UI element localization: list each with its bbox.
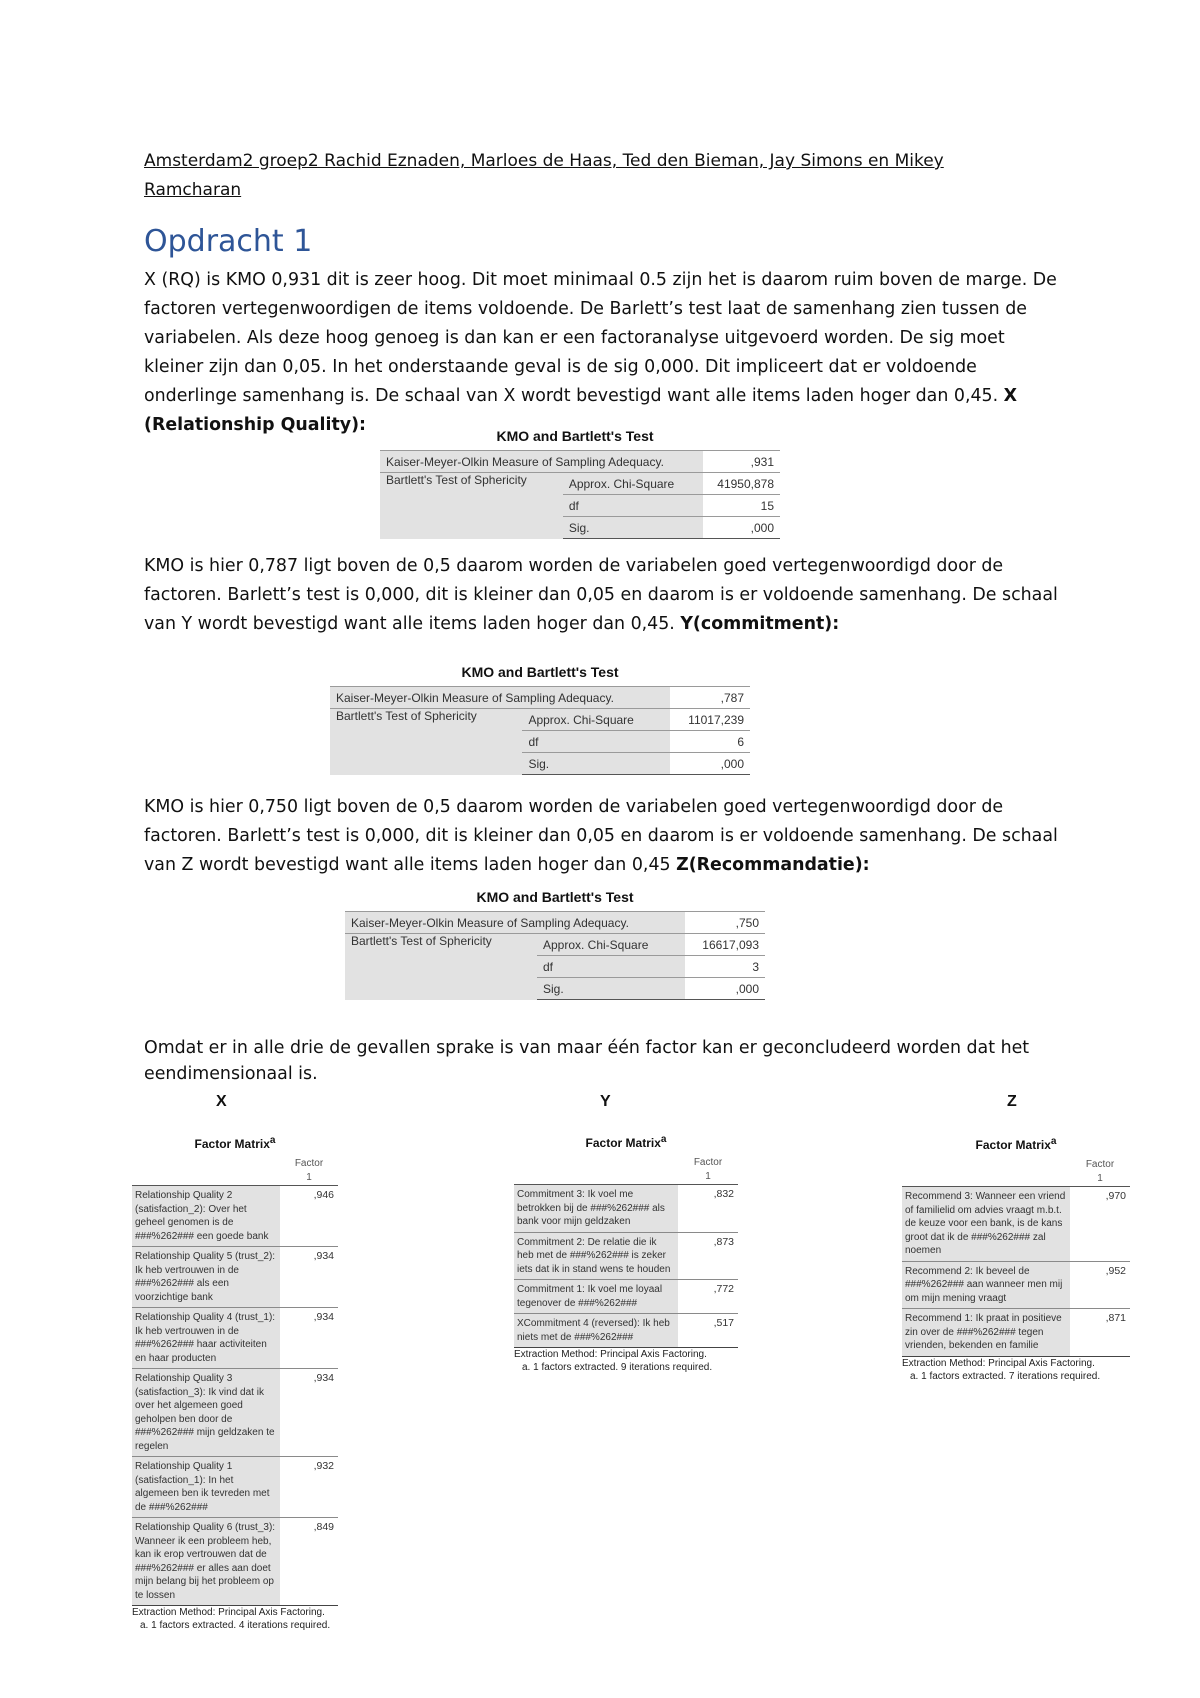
table-row [132,1457,338,1518]
row-value: ,970 [1105,1190,1126,1202]
df-label: df [563,495,703,517]
factor-matrix-title [514,1134,738,1150]
sig-value: ,000 [685,978,766,1000]
paragraph-x-text: X (RQ) is KMO 0,931 dit is zeer hoog. Dit moet minimaal 0.5 zijn het is daarom ruim boven de marge. De factoren vertegenwoordigen de items voldoende. De Barlett’s test laat de samenhang zien tussen de variabelen. Als deze hoog genoeg is dan kan er een factoranalyse uitgevoerd worden. De sig moet kleiner zijn dan 0,05. In het onderstaande geval is de sig 0,000. Dit impliceert dat er voldoende onderlinge samenhang is. De schaal van X wordt bevestigd want alle items laden hoger dan 0,45. [144,270,1057,406]
row-label: Recommend 1: Ik praat in positieve zin over de ###%262### tegen vrienden, bekenden en familie [902,1309,1070,1356]
row-value: ,849 [313,1521,334,1533]
bartlett-label: Bartlett's Test of Sphericity [345,934,537,1000]
chi-label: Approx. Chi-Square [522,709,670,731]
extraction-method-note: Extraction Method: Principal Axis Factoring. [132,1607,325,1618]
paragraph-y-bold: Y(commitment): [680,614,840,634]
bartlett-label: Bartlett's Test of Sphericity [330,709,522,775]
factor-matrix-title-text: Factor Matrix [194,1137,270,1151]
row-value: ,772 [713,1283,734,1295]
label-y: Y [600,1093,611,1110]
chi-value: 11017,239 [670,709,750,731]
row-value: ,517 [713,1317,734,1329]
row-value: ,934 [313,1250,334,1262]
factor-rows-x [132,1185,338,1606]
row-label: Relationship Quality 1 (satisfaction_1): In het algemeen ben ik tevreden met de ###%262### [132,1457,280,1517]
row-label: Commitment 3: Ik voel me betrokken bij de ###%262### als bank voor mijn geldzaken [514,1185,678,1232]
sig-value: ,000 [670,753,750,775]
chi-label: Approx. Chi-Square [537,934,685,956]
row-value: ,932 [313,1460,334,1472]
paragraph-z-text: KMO is hier 0,750 ligt boven de 0,5 daarom worden de variabelen goed vertegenwoordigd door de factoren. Barlett’s test is 0,000, dit is kleiner dan 0,05 en daarom is er voldoende samenhang. De schaal van Z wordt bevestigd want alle items laden hoger dan 0,45 [144,797,1058,875]
kmo-table-y [330,664,750,775]
df-value: 15 [703,495,780,517]
row-label: Relationship Quality 5 (trust_2): Ik heb vertrouwen in de ###%262### als een voorzichtige bank [132,1247,280,1307]
factor-matrix-y [514,1134,738,1374]
factor-matrix-sup: a [269,1135,276,1146]
chi-label: Approx. Chi-Square [563,473,703,495]
row-value: ,946 [313,1189,334,1201]
extraction-method-note: Extraction Method: Principal Axis Factoring. [902,1357,1095,1369]
page-title: Opdracht 1 [144,224,313,259]
label-x: X [216,1093,227,1110]
kmo-table-title: KMO and Bartlett's Test [476,889,634,905]
table-row [902,1309,1130,1357]
row-label: Relationship Quality 6 (trust_3): Wanneer ik een probleem heb, kan ik erop vertrouwen dat de ###%262### er alles aan doet mijn belang bij het probleem op te lossen [132,1518,280,1605]
kmo-value: ,750 [685,912,766,934]
table-row [514,1233,738,1281]
factor-matrix-sup: a [660,1134,667,1145]
df-label: df [522,731,670,753]
extraction-method-note: Extraction Method: Principal Axis Factoring. [514,1349,707,1360]
factor-matrix-title-text: Factor Matrix [975,1138,1051,1152]
iterations-note: a. 1 factors extracted. 7 iterations required. [910,1370,1101,1382]
table-row [514,1185,738,1233]
table-row [514,1280,738,1314]
row-label: XCommitment 4 (reversed): Ik heb niets met de ###%262### [514,1314,678,1347]
factor-header: Factor [294,1158,324,1169]
bartlett-label: Bartlett's Test of Sphericity [380,473,563,539]
factor-header: Factor [693,1157,723,1168]
document-header: Amsterdam2 groep2 Rachid Eznaden, Marloes de Haas, Ted den Bieman, Jay Simons en Mikey Ramcharan [144,151,944,200]
factor-matrix-x [132,1135,338,1632]
row-label: Relationship Quality 2 (satisfaction_2): Over het geheel genomen is de ###%262### een goede bank [132,1186,280,1246]
row-value: ,952 [1105,1264,1126,1277]
label-z: Z [1007,1093,1017,1110]
df-label: df [537,956,685,978]
factor-number: 1 [705,1171,711,1182]
factor-matrix-sup: a [1050,1136,1057,1147]
factor-rows-z [902,1186,1130,1357]
table-row [902,1187,1130,1262]
kmo-table-title: KMO and Bartlett's Test [496,428,654,444]
table-row [132,1518,338,1606]
factor-matrix-title [902,1136,1130,1152]
row-label: Relationship Quality 3 (satisfaction_3): Ik vind dat ik over het algemeen goed geholpen ben door de ###%262### mijn geldzaken te regelen [132,1369,280,1456]
factor-number: 1 [1097,1173,1103,1184]
factor-matrix-z [902,1136,1130,1383]
row-value: ,934 [313,1372,334,1384]
row-label: Recommend 2: Ik beveel de ###%262### aan wanneer men mij om mijn mening vraagt [902,1262,1070,1309]
row-label: Relationship Quality 4 (trust_1): Ik heb vertrouwen in de ###%262### haar activiteiten en haar producten [132,1308,280,1368]
row-value: ,832 [713,1188,734,1200]
kmo-label: Kaiser-Meyer-Olkin Measure of Sampling Adequacy. [380,451,703,473]
sig-label: Sig. [563,517,703,539]
table-row [132,1369,338,1457]
row-label: Commitment 2: De relatie die ik heb met de ###%262### is zeker iets dat ik in stand wens te houden [514,1233,678,1280]
kmo-value: ,787 [670,687,750,709]
paragraph-conclusion: Omdat er in alle drie de gevallen sprake is van maar één factor kan er geconcludeerd worden dat het eendimensionaal is. [144,1038,1030,1084]
sig-label: Sig. [537,978,685,1000]
paragraph-x [144,266,1062,440]
sig-value: ,000 [703,517,780,539]
kmo-label: Kaiser-Meyer-Olkin Measure of Sampling Adequacy. [345,912,685,934]
factor-number: 1 [306,1172,312,1183]
row-label: Commitment 1: Ik voel me loyaal tegenover de ###%262### [514,1280,678,1313]
table-row [132,1247,338,1308]
iterations-note: a. 1 factors extracted. 9 iterations required. [522,1362,713,1373]
chi-value: 41950,878 [703,473,780,495]
paragraph-y-text: KMO is hier 0,787 ligt boven de 0,5 daarom worden de variabelen goed vertegenwoordigd door de factoren. Barlett’s test is 0,000, dit is kleiner dan 0,05 en daarom is er voldoende samenhang. De schaal van Y wordt bevestigd want alle items laden hoger dan 0,45. [144,556,1058,634]
row-value: ,934 [313,1311,334,1323]
df-value: 3 [685,956,766,978]
kmo-table-title: KMO and Bartlett's Test [461,664,619,680]
paragraph-x-bold: X (Relationship Quality): [144,386,1018,435]
row-value: ,873 [713,1235,734,1248]
kmo-label: Kaiser-Meyer-Olkin Measure of Sampling Adequacy. [330,687,670,709]
sig-label: Sig. [522,753,670,775]
table-row [132,1308,338,1369]
chi-value: 16617,093 [685,934,766,956]
factor-matrix-title [132,1135,338,1151]
paragraph-y [144,552,1062,639]
paragraph-z [144,793,1062,880]
df-value: 6 [670,731,750,753]
factor-matrix-title-text: Factor Matrix [585,1136,661,1150]
factor-rows-y [514,1184,738,1348]
paragraph-z-bold: Z(Recommandatie): [676,855,870,875]
row-value: ,871 [1105,1312,1126,1324]
table-row [132,1186,338,1247]
table-row [902,1262,1130,1310]
table-row [514,1314,738,1348]
kmo-table-x [380,428,780,539]
iterations-note: a. 1 factors extracted. 4 iterations required. [140,1620,331,1631]
row-label: Recommend 3: Wanneer een vriend of familielid om advies vraagt m.b.t. de keuze voor een bank, is de kans groot dat ik de ###%262### zal noemen [902,1187,1070,1261]
kmo-table-z [345,889,765,1000]
kmo-value: ,931 [703,451,780,473]
factor-header: Factor [1085,1159,1115,1170]
